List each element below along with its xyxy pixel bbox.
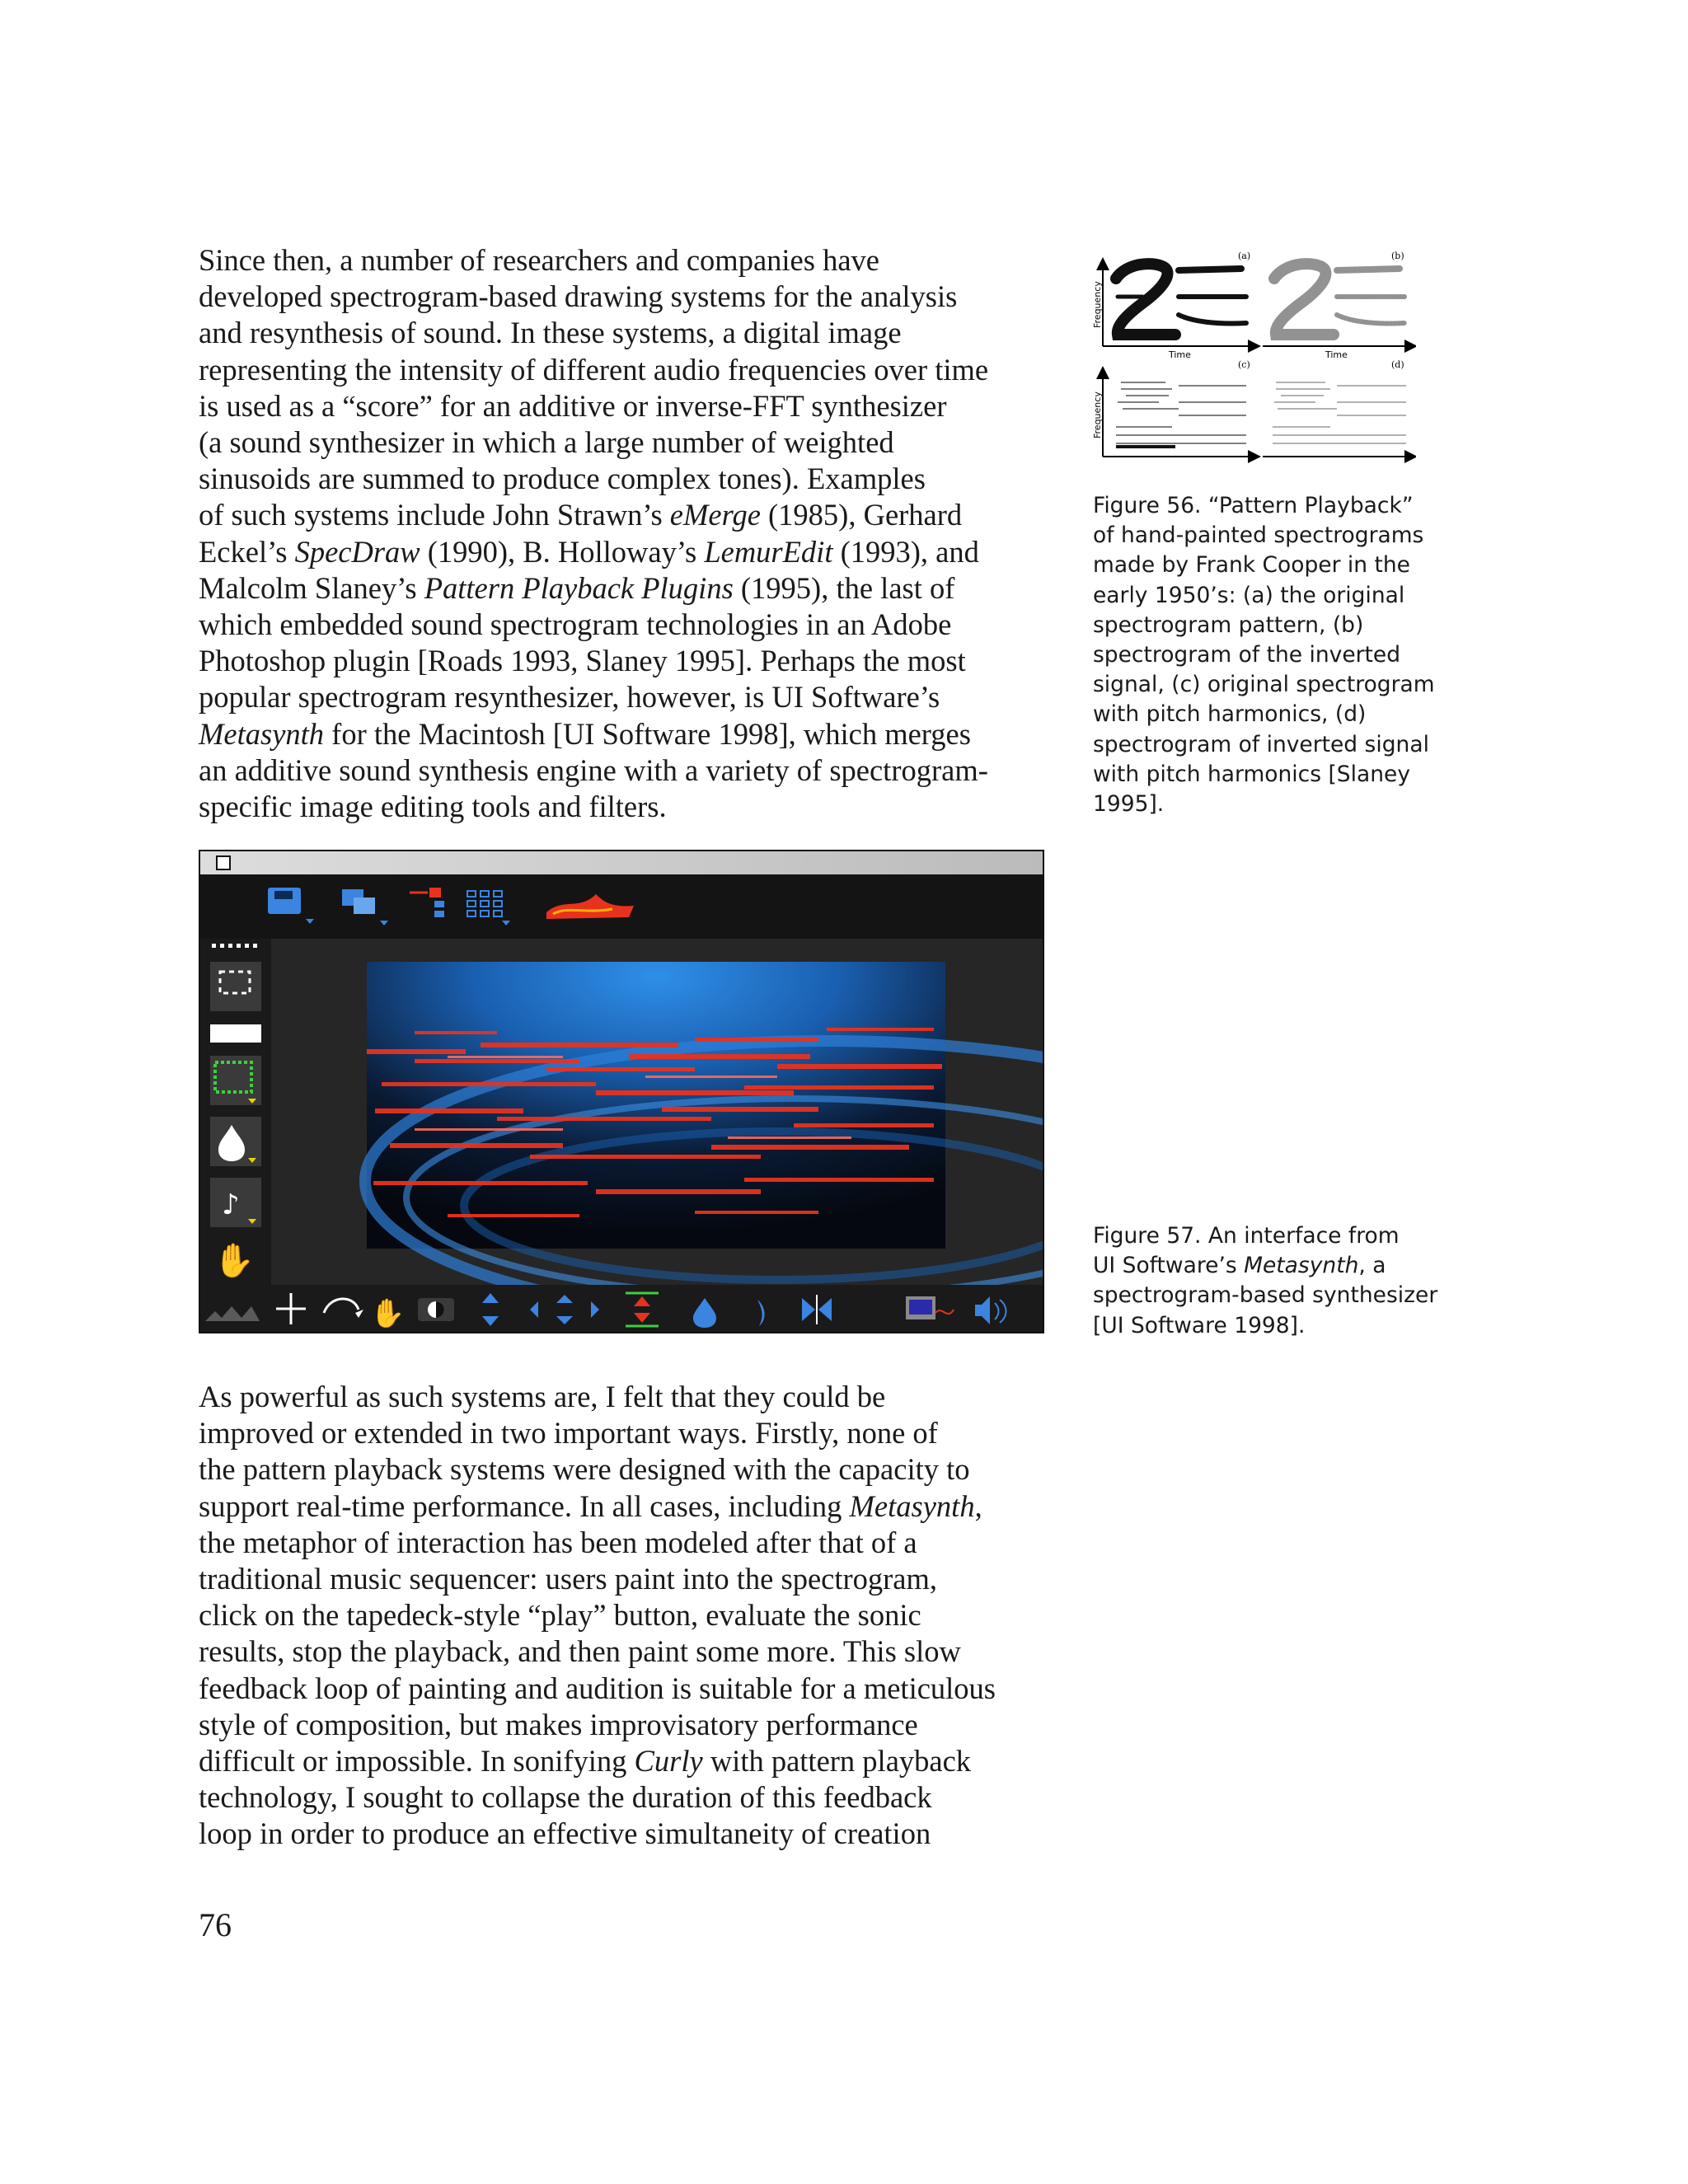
spectrogram-a (1116, 264, 1246, 335)
text-line: made by Frank Cooper in the (1093, 552, 1410, 579)
text-line: difficult or impossible. In sonifying Curly with pattern playback (199, 1744, 972, 1779)
text-line: support real-time performance. In all cases, including Metasynth, (199, 1488, 982, 1523)
text-line: of such systems include John Strawn’s eMerge (1985), Gerhard (199, 498, 963, 532)
text-line: representing the intensity of different audio frequencies over time (199, 352, 989, 387)
fig56-label-b: (b) (1391, 251, 1404, 261)
spectrogram-d (1273, 382, 1406, 443)
text-line: and resynthesis of sound. In these systems, a digital image (199, 316, 902, 350)
text-line: developed spectrogram-based drawing systems for the analysis (199, 279, 958, 314)
fig56-ylabel-top: Frequency (1093, 281, 1103, 328)
italic-title: Curly (634, 1744, 703, 1779)
text-line: As powerful as such systems are, I felt that they could be (199, 1380, 886, 1413)
figure-57-caption (1093, 1221, 1447, 1341)
text-line: [UI Software 1998]. (1093, 1312, 1306, 1338)
text-line: which embedded sound spectrogram technologies in an Adobe (199, 607, 952, 642)
hand-tool-icon[interactable]: ✋ (213, 1242, 255, 1280)
spectrogram-b (1274, 264, 1404, 335)
italic-title: SpecDraw (294, 534, 420, 569)
text-line: results, stop the playback, and then paint some more. This slow (199, 1634, 961, 1669)
window-title-bar (200, 851, 1043, 874)
italic-title: Metasynth (199, 716, 325, 751)
italic-title: Metasynth (849, 1488, 975, 1523)
text-line: traditional music sequencer: users paint into the spectrogram, (199, 1562, 938, 1596)
window-close-box[interactable] (217, 856, 230, 869)
text-line: sinusoids are summed to produce complex tones). Examples (199, 462, 926, 496)
text-line: the pattern playback systems were designed with the capacity to (199, 1452, 970, 1487)
text-line: spectrogram of the inverted (1093, 642, 1401, 668)
text-line: 1995]. (1093, 791, 1165, 818)
fig56-ylabel-bottom: Frequency (1093, 391, 1103, 438)
fig56-label-c: (c) (1238, 359, 1250, 370)
italic-title: eMerge (669, 498, 761, 532)
text-line: Figure 57. An interface from (1093, 1223, 1400, 1249)
text-line: of hand-painted spectrograms (1093, 523, 1424, 549)
fig56-label-a: (a) (1238, 251, 1251, 261)
figure-57-metasynth-screenshot (199, 850, 1044, 1333)
spectrogram-c (1116, 382, 1246, 447)
svg-text:♪: ♪ (222, 1188, 240, 1221)
grab-tool-icon[interactable]: ✋ (370, 1297, 406, 1330)
marquee-tool-icon[interactable] (210, 962, 261, 1011)
text-line: click on the tapedeck-style “play” button, evaluate the sonic (199, 1598, 921, 1633)
fig56-xlabel-b: Time (1325, 349, 1348, 360)
text-line: spectrogram-based synthesizer (1093, 1282, 1438, 1309)
text-line: spectrogram of inverted signal (1093, 731, 1429, 757)
fig56-label-d: (d) (1391, 359, 1404, 370)
fig56-xlabel-a: Time (1169, 349, 1191, 360)
text-line: with pitch harmonics [Slaney (1093, 761, 1411, 787)
text-line: with pitch harmonics, (d) (1093, 701, 1367, 728)
color-swatch[interactable] (210, 1024, 261, 1043)
text-line: spectrogram pattern, (b) (1093, 612, 1364, 638)
text-line: the metaphor of interaction has been modeled after that of a (199, 1525, 917, 1559)
figure-56-caption (1093, 491, 1447, 819)
italic-title: Metasynth (1244, 1253, 1359, 1279)
text-line: improved or extended in two important ways. Firstly, none of (199, 1416, 938, 1451)
body-paragraph-1 (199, 242, 1056, 825)
page-number: 76 (199, 1906, 232, 1943)
text-line: signal, (c) original spectrogram (1093, 672, 1435, 698)
text-line: (a sound synthesizer in which a large number of weighted (199, 425, 894, 460)
text-line: Malcolm Slaney’s Pattern Playback Plugins (1995), the last of (199, 570, 955, 605)
text-line: specific image editing tools and filters. (199, 790, 667, 824)
text-line: loop in order to produce an effective simultaneity of creation (199, 1816, 931, 1851)
text-line: is used as a “score” for an additive or inverse-FFT synthesizer (199, 388, 947, 423)
body-paragraph-2 (199, 1379, 1056, 1853)
text-line: style of composition, but makes improvisatory performance (199, 1707, 918, 1741)
text-line: Metasynth for the Macintosh [UI Software 1998], which merges (199, 716, 971, 751)
text-line: an additive sound synthesis engine with a variety of spectrogram- (199, 752, 988, 787)
text-line: feedback loop of painting and audition is suitable for a meticulous (199, 1671, 996, 1705)
italic-title: LemurEdit (704, 534, 833, 569)
text-line: Eckel’s SpecDraw (1990), B. Holloway’s LemurEdit (1993), and (199, 534, 979, 569)
figure-56-spectrograms (1093, 246, 1416, 466)
text-line: Figure 56. “Pattern Playback” (1093, 493, 1414, 518)
text-line: early 1950’s: (a) the original (1093, 582, 1405, 608)
text-line: UI Software’s Metasynth, a (1093, 1253, 1386, 1279)
italic-title: Pattern Playback Plugins (424, 570, 734, 605)
text-line: technology, I sought to collapse the duration of this feedback (199, 1780, 932, 1815)
text-line: Photoshop plugin [Roads 1993, Slaney 1995]. Perhaps the most (199, 644, 966, 678)
text-line: Since then, a number of researchers and companies have (199, 243, 879, 277)
text-line: popular spectrogram resynthesizer, however, is UI Software’s (199, 680, 940, 715)
